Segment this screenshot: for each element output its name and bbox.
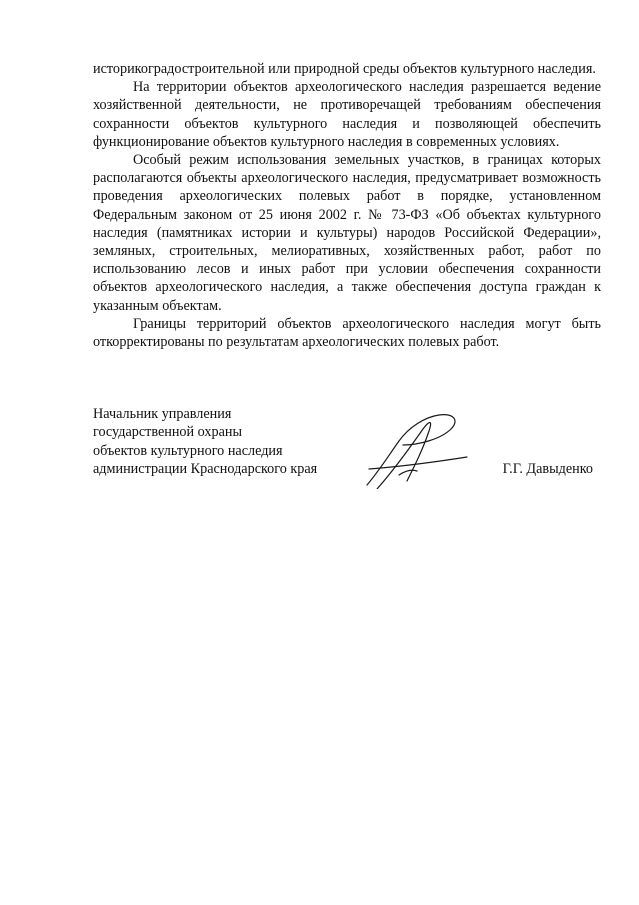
signature-tail-stroke	[399, 470, 417, 475]
signer-name: Г.Г. Давыденко	[502, 461, 593, 477]
position-line: администрации Краснодарского края	[93, 461, 318, 478]
signature-main-stroke	[377, 423, 431, 490]
position-line: Начальник управления	[93, 406, 232, 422]
paragraph-economic-activity: На территории объектов археологического наследия разрешается ведение хозяйственной деятельности, не противоречащей требованиям обеспечения сохранности объектов культурного наследия и позволяющей обеспечить функционирование объектов культурного наследия в современных условиях.	[93, 79, 601, 150]
handwritten-signature	[359, 411, 469, 489]
position-line: объектов культурного наследия	[93, 442, 283, 459]
paragraph-continuation: историкоградостроительной или природной среды объектов культурного наследия.	[93, 61, 596, 77]
position-line: государственной охраны	[93, 424, 243, 441]
signature-loop-stroke	[367, 415, 455, 485]
paragraph-boundaries: Границы территорий объектов археологического наследия могут быть откорректированы по результатам археологических полевых работ.	[93, 315, 601, 351]
document-body	[93, 60, 601, 351]
signature-block	[93, 405, 601, 495]
signer-position	[93, 405, 317, 479]
paragraph-land-use-regime: Особый режим использования земельных участков, в границах которых располагаются объекты археологического наследия, предусматривает возможность проведения археологических полевых работ в порядке, установленном Федеральным законом от 25 июня 2002 г. № 73-ФЗ «Об объектах культурного наследия (памятниках истории и культуры) народов Российской Федерации», земляных, строительных, мелиоративных, хозяйственных работ, работ по использованию лесов и иных работ при условии обеспечения сохранности объектов археологического наследия, а также обеспечения доступа граждан к указанным объектам.	[93, 152, 601, 314]
